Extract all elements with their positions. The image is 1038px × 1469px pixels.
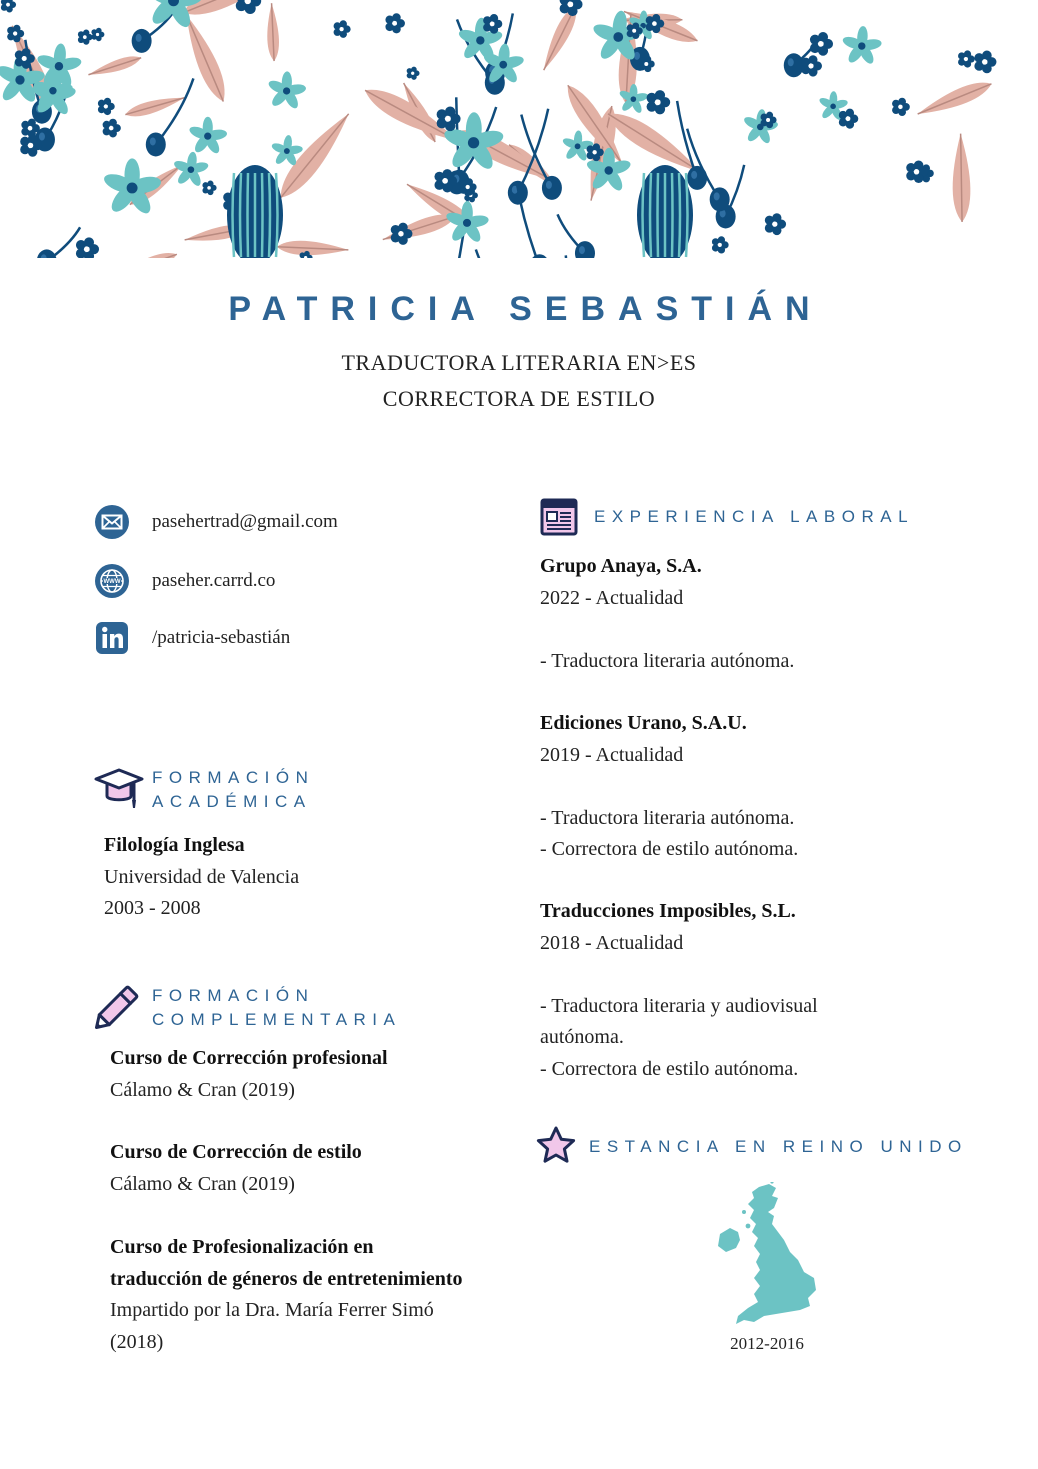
job-task: - Traductora literaria autónoma.: [540, 806, 795, 829]
course-name-cont: traducción de géneros de entretenimiento: [110, 1267, 463, 1290]
page-title: PATRICIA SEBASTIÁN: [228, 290, 823, 328]
email-link[interactable]: pasehertrad@gmail.com: [152, 511, 338, 532]
star-icon: [534, 1125, 578, 1167]
svg-text:WWW: WWW: [103, 579, 121, 585]
pencil-icon: [94, 984, 140, 1030]
job-task: - Traductora literaria autónoma.: [540, 649, 795, 672]
job-company: Ediciones Urano, S.A.U.: [540, 712, 747, 734]
course-detail: Cálamo & Cran (2019): [110, 1078, 295, 1101]
globe-icon: [94, 563, 130, 599]
envelope-icon: [94, 504, 130, 540]
subtitle-role: TRADUCTORA LITERARIA EN>ES: [341, 350, 697, 375]
job-entry-1: [540, 551, 794, 677]
floral-pattern-image: [0, 0, 1038, 258]
section-title-academic: [152, 766, 314, 814]
section-title-academic-1: FORMACIÓN: [152, 768, 315, 787]
job-task-cont: autónoma.: [540, 1026, 624, 1048]
linkedin-icon: [94, 620, 130, 656]
uk-map-icon: [714, 1182, 824, 1332]
course-detail: Cálamo & Cran (2019): [110, 1172, 295, 1195]
course-detail: Impartido por la Dra. María Ferrer Simó: [110, 1299, 434, 1321]
university-name: Universidad de Valencia: [104, 865, 300, 888]
job-period: 2019 - Actualidad: [540, 743, 684, 766]
job-company: Grupo Anaya, S.A.: [540, 555, 702, 577]
course-entry-2: [110, 1137, 362, 1200]
course-detail-cont: (2018): [110, 1330, 164, 1353]
job-period: 2022 - Actualidad: [540, 586, 684, 609]
academic-entry: [104, 830, 299, 925]
job-entry-3: [540, 896, 818, 1085]
job-company: Traducciones Imposibles, S.L.: [540, 900, 796, 922]
job-task: - Traductora literaria y audiovisual: [540, 994, 818, 1017]
course-name: Curso de Profesionalización en: [110, 1236, 374, 1258]
contact-email-row: [94, 504, 338, 540]
section-title-stay: ESTANCIA EN REINO UNIDO: [589, 1137, 968, 1156]
job-period: 2018 - Actualidad: [540, 931, 684, 954]
website-link[interactable]: paseher.carrd.co: [152, 570, 276, 591]
graduation-cap-icon: [94, 766, 144, 810]
section-title-courses-1: FORMACIÓN: [152, 986, 315, 1005]
stay-years: 2012-2016: [730, 1334, 804, 1353]
contact-web-row: [94, 563, 275, 599]
section-title-courses: [152, 984, 401, 1032]
job-task: - Correctora de estilo autónoma.: [540, 1057, 799, 1080]
course-entry-3: [110, 1232, 463, 1358]
subtitle-role-2: CORRECTORA DE ESTILO: [382, 386, 656, 411]
course-name: Curso de Corrección profesional: [110, 1047, 388, 1069]
degree-name: Filología Inglesa: [104, 834, 245, 856]
section-title-experience: EXPERIENCIA LABORAL: [594, 507, 915, 526]
section-title-academic-2: ACADÉMICA: [152, 792, 312, 811]
linkedin-link[interactable]: /patricia-sebastián: [152, 627, 291, 648]
degree-years: 2003 - 2008: [104, 897, 201, 919]
job-entry-2: [540, 708, 798, 866]
course-name: Curso de Corrección de estilo: [110, 1141, 362, 1163]
job-task: - Correctora de estilo autónoma.: [540, 838, 799, 860]
floral-banner: [0, 0, 1038, 258]
section-title-courses-2: COMPLEMENTARIA: [152, 1010, 402, 1029]
course-entry-1: [110, 1043, 388, 1106]
newspaper-icon: [540, 498, 578, 536]
contact-linkedin-row: [94, 620, 290, 656]
